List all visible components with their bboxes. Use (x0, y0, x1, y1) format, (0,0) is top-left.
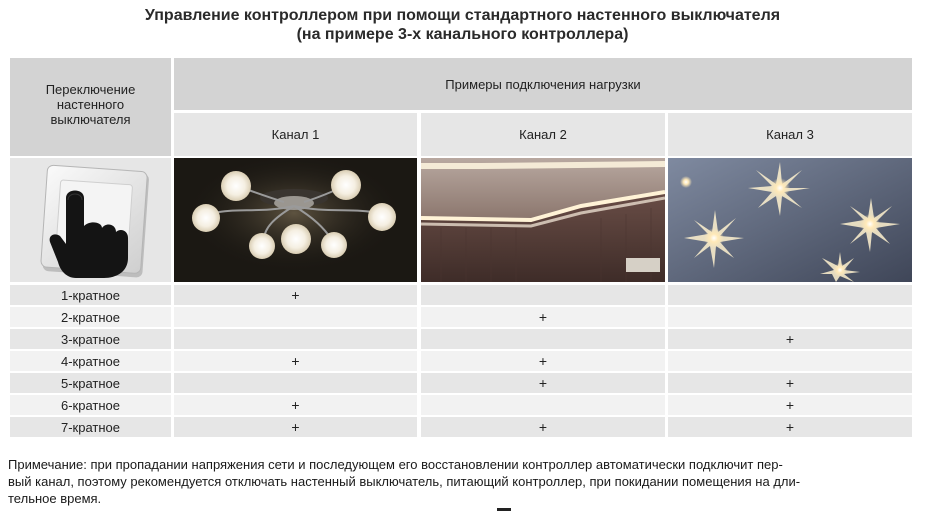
channel-1-cell: + (174, 395, 417, 415)
led-strip-ceiling-image (421, 158, 665, 282)
channel-1-label: Канал 1 (271, 127, 320, 142)
channel-2-header (421, 113, 665, 156)
star-spotlights-image (668, 158, 912, 282)
channel-2-cell: + (421, 373, 665, 393)
switch-header-line-2: настенного (56, 96, 125, 112)
row-label: 6-кратное (10, 395, 171, 415)
channel-2-cell: + (421, 307, 665, 327)
channel-3-cell: + (668, 417, 912, 437)
load-examples-label: Примеры подключения нагрузки (445, 76, 641, 92)
channel-2-cell: + (421, 417, 665, 437)
channel-3-cell (668, 351, 912, 371)
channel-3-header (668, 113, 912, 156)
load-examples-header (174, 58, 912, 110)
channel-3-label: Канал 3 (766, 127, 814, 142)
channel-2-label: Канал 2 (519, 127, 567, 142)
row-label: 2-кратное (10, 307, 171, 327)
channel-1-cell: + (174, 417, 417, 437)
channel-1-cell (174, 373, 417, 393)
switch-header-line-3: выключателя (50, 111, 131, 127)
note-line-1: Примечание: при пропадании напряжения сети и последующем его восстановлении контроллер автоматически подключит пер- (8, 457, 783, 472)
channel-3-cell: + (668, 373, 912, 393)
channel-2-cell (421, 329, 665, 349)
note (8, 456, 920, 507)
note-line-2: вый канал, поэтому рекомендуется отключать настенный выключатель, питающий контроллер, при покидании помещения на дли- (8, 474, 801, 489)
channel-3-cell (668, 285, 912, 305)
channel-1-cell (174, 307, 417, 327)
note-line-3: тельное время. (8, 491, 102, 506)
chandelier-image (174, 158, 417, 282)
row-label: 7-кратное (10, 417, 171, 437)
channel-1-cell: + (174, 351, 417, 371)
channel-2-cell: + (421, 351, 665, 371)
channel-1-cell: + (174, 285, 417, 305)
title-line-2: (на примере 3-х канального контроллера) (296, 26, 629, 43)
channel-3-cell (668, 307, 912, 327)
title-line-1: Управление контроллером при помощи стандартного настенного выключателя (144, 7, 781, 24)
switch-column-header (10, 58, 171, 156)
row-label: 1-кратное (10, 285, 171, 305)
row-label: 3-кратное (10, 329, 171, 349)
page-title (0, 6, 925, 44)
row-label: 4-кратное (10, 351, 171, 371)
channel-2-cell (421, 285, 665, 305)
channel-3-cell: + (668, 395, 912, 415)
switch-header-line-1: Переключение (45, 81, 136, 97)
row-label: 5-кратное (10, 373, 171, 393)
channel-1-cell (174, 329, 417, 349)
page-continuation-mark (497, 508, 511, 511)
channel-2-cell (421, 395, 665, 415)
channel-3-cell: + (668, 329, 912, 349)
channel-1-header (174, 113, 417, 156)
switch-hand-image (10, 158, 171, 282)
